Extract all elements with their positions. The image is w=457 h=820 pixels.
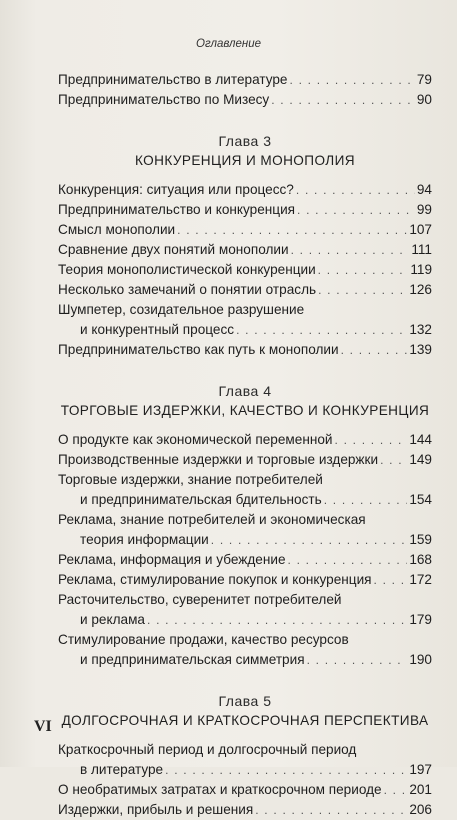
dot-leader — [291, 240, 410, 260]
dot-leader — [297, 200, 415, 220]
toc-entry-title: О необратимых затратах и краткосрочном периоде — [58, 782, 382, 797]
dot-leader — [384, 780, 408, 800]
dot-leader — [374, 570, 408, 590]
toc-page-number: 168 — [409, 552, 432, 567]
dot-leader — [255, 800, 407, 820]
toc-page-number: 132 — [409, 322, 432, 337]
toc-page-number: 144 — [409, 432, 432, 447]
toc-page-number: 111 — [411, 242, 432, 257]
chapter-label: Глава 3 — [218, 133, 272, 149]
toc-entry-title: Несколько замечаний о понятии отрасль — [58, 282, 317, 297]
toc-entry — [58, 220, 432, 240]
toc-page-number: 172 — [409, 572, 432, 587]
toc-page-number: 99 — [416, 202, 432, 217]
toc-page-number: 119 — [410, 262, 432, 277]
dot-leader — [288, 550, 408, 570]
toc-page-number: 190 — [409, 652, 432, 667]
dot-leader — [341, 340, 408, 360]
toc-entry — [58, 780, 432, 800]
chapter-title: ТОРГОВЫЕ ИЗДЕРЖКИ, КАЧЕСТВО И КОНКУРЕНЦИЯ — [60, 403, 430, 418]
dot-leader — [324, 490, 408, 510]
toc-entry — [58, 280, 432, 300]
toc-entry-continuation: и конкурентный процесс — [80, 322, 235, 337]
toc-entry — [58, 570, 432, 590]
table-of-contents — [58, 70, 432, 820]
toc-entry — [58, 180, 432, 200]
toc-entry-title: Шумпетер, созидательное разрушение — [58, 302, 305, 317]
toc-entry — [58, 300, 432, 340]
dot-leader — [296, 180, 415, 200]
toc-page-number: 159 — [409, 532, 432, 547]
chapter-title: ДОЛГОСРОЧНАЯ И КРАТКОСРОЧНАЯ ПЕРСПЕКТИВА — [61, 713, 429, 728]
toc-page-number: 154 — [409, 492, 432, 507]
chapter-label: Глава 5 — [218, 693, 272, 709]
toc-entry — [58, 510, 432, 550]
dot-leader — [335, 430, 408, 450]
toc-entry — [58, 240, 432, 260]
toc-entry-title: Торговые издержки, знание потребителей — [58, 472, 323, 487]
toc-page-number: 139 — [409, 342, 432, 357]
chapter-title: КОНКУРЕНЦИЯ И МОНОПОЛИЯ — [135, 153, 355, 168]
toc-entry — [58, 90, 432, 110]
dot-leader — [318, 260, 409, 280]
toc-entry — [58, 430, 432, 450]
toc-entry — [58, 550, 432, 570]
toc-page-number: 107 — [409, 222, 432, 237]
dot-leader — [236, 320, 407, 340]
toc-entry-continuation: и предпринимательская симметрия — [80, 652, 305, 667]
dot-leader — [290, 70, 415, 90]
toc-entry-continuation: и предпринимательская бдительность — [80, 492, 322, 507]
page-folio: VI — [34, 718, 52, 735]
toc-entry-title: Расточительство, суверенитет потребителей — [58, 592, 342, 607]
toc-entry-title: Реклама, информация и убеждение — [58, 552, 286, 567]
toc-entry — [58, 260, 432, 280]
toc-entry-title: Производственные издержки и торговые издержки — [58, 452, 379, 467]
toc-entry-continuation: в литературе — [80, 762, 164, 777]
toc-entry-title: Теория монополистической конкуренции — [58, 262, 316, 277]
toc-entry — [58, 470, 432, 510]
toc-page-number: 201 — [409, 782, 432, 797]
running-head: Оглавление — [196, 38, 261, 50]
dot-leader — [147, 610, 407, 630]
toc-entry-continuation: теория информации — [80, 532, 209, 547]
toc-entry-title: Предпринимательство и конкуренция — [58, 202, 296, 217]
toc-entry — [58, 340, 432, 360]
dot-leader — [307, 650, 408, 670]
dot-leader — [165, 760, 407, 780]
toc-entry — [58, 590, 432, 630]
toc-page-number: 197 — [409, 762, 432, 777]
toc-entry-continuation: и реклама — [80, 612, 145, 627]
toc-entry-title: Реклама, знание потребителей и экономическая — [58, 512, 366, 527]
toc-entry-title: Предпринимательство как путь к монополии — [58, 342, 339, 357]
toc-entry-title: Предпринимательство в литературе — [58, 72, 288, 87]
dot-leader — [211, 530, 408, 550]
toc-entry — [58, 740, 432, 780]
dot-leader — [318, 280, 407, 300]
dot-leader — [177, 220, 407, 240]
toc-entry — [58, 450, 432, 470]
toc-page-number: 126 — [409, 282, 432, 297]
toc-page-number: 90 — [416, 92, 432, 107]
dot-leader — [380, 450, 407, 470]
toc-entry-title: Смысл монополии — [58, 222, 176, 237]
toc-entry-title: Предпринимательство по Мизесу — [58, 92, 270, 107]
toc-entry-title: Краткосрочный период и долгосрочный период — [58, 742, 357, 757]
dot-leader — [271, 90, 415, 110]
toc-entry-title: О продукте как экономической переменной — [58, 432, 333, 447]
toc-entry-title: Реклама, стимулирование покупок и конкуренция — [58, 572, 372, 587]
toc-entry — [58, 200, 432, 220]
toc-page-number: 149 — [409, 452, 432, 467]
toc-page-number: 94 — [416, 182, 432, 197]
toc-entry — [58, 800, 432, 820]
toc-entry-title: Стимулирование продажи, качество ресурсов — [58, 632, 349, 647]
toc-entry-title: Конкуренция: ситуация или процесс? — [58, 182, 294, 197]
chapter-label: Глава 4 — [218, 383, 272, 399]
toc-entry-title: Сравнение двух понятий монополии — [58, 242, 289, 257]
toc-page-number: 206 — [409, 802, 432, 817]
toc-entry — [58, 70, 432, 90]
toc-page-number: 179 — [409, 612, 432, 627]
toc-entry-title: Издержки, прибыль и решения — [58, 802, 254, 817]
toc-page-number: 79 — [416, 72, 432, 87]
toc-entry — [58, 630, 432, 670]
